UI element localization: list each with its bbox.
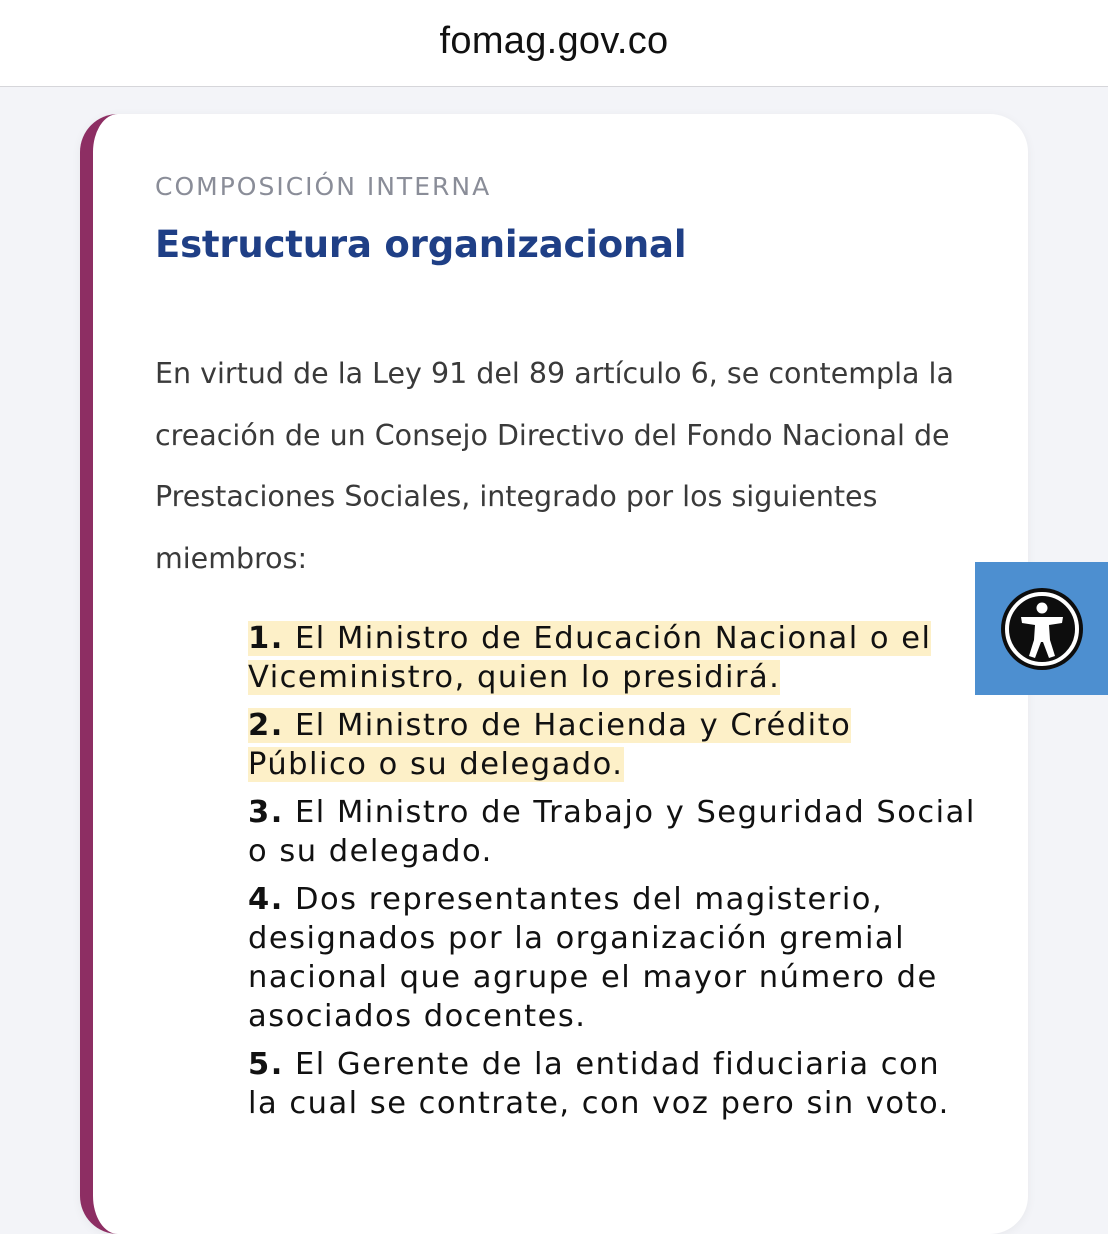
list-item xyxy=(248,1045,978,1123)
item-text: El Ministro de Hacienda y Crédito Público o su delegado. xyxy=(248,708,852,782)
item-text: Dos representantes del magisterio, designados por la organización gremial nacional que agrupe el mayor número de asociados docentes. xyxy=(248,882,938,1034)
section-eyebrow: COMPOSICIÓN INTERNA xyxy=(155,172,492,201)
item-number: 2. xyxy=(248,708,284,743)
accessibility-icon xyxy=(999,586,1085,672)
page-title: Estructura organizacional xyxy=(155,223,687,266)
item-text: El Ministro de Educación Nacional o el Viceministro, quien lo presidirá. xyxy=(248,621,932,695)
intro-paragraph: En virtud de la Ley 91 del 89 artículo 6, se contempla la creación de un Consejo Directivo del Fondo Nacional de Prestaciones Sociales, integrado por los siguientes miembros: xyxy=(155,357,954,575)
highlighted-text xyxy=(248,621,931,695)
members-list xyxy=(248,619,978,1132)
list-item xyxy=(248,880,978,1036)
list-item xyxy=(248,619,978,697)
item-text: El Gerente de la entidad fiduciaria con la cual se contrate, con voz pero sin voto. xyxy=(248,1047,950,1121)
list-item xyxy=(248,706,978,784)
item-number: 3. xyxy=(248,795,284,830)
accessibility-button[interactable] xyxy=(975,562,1108,695)
item-number: 4. xyxy=(248,882,284,917)
list-item xyxy=(248,793,978,871)
item-number: 5. xyxy=(248,1047,284,1082)
url-text: fomag.gov.co xyxy=(439,20,669,62)
item-text: El Ministro de Trabajo y Seguridad Social o su delegado. xyxy=(248,795,976,869)
highlighted-text xyxy=(248,708,851,782)
item-number: 1. xyxy=(248,621,284,656)
browser-address-bar[interactable] xyxy=(0,0,1108,87)
